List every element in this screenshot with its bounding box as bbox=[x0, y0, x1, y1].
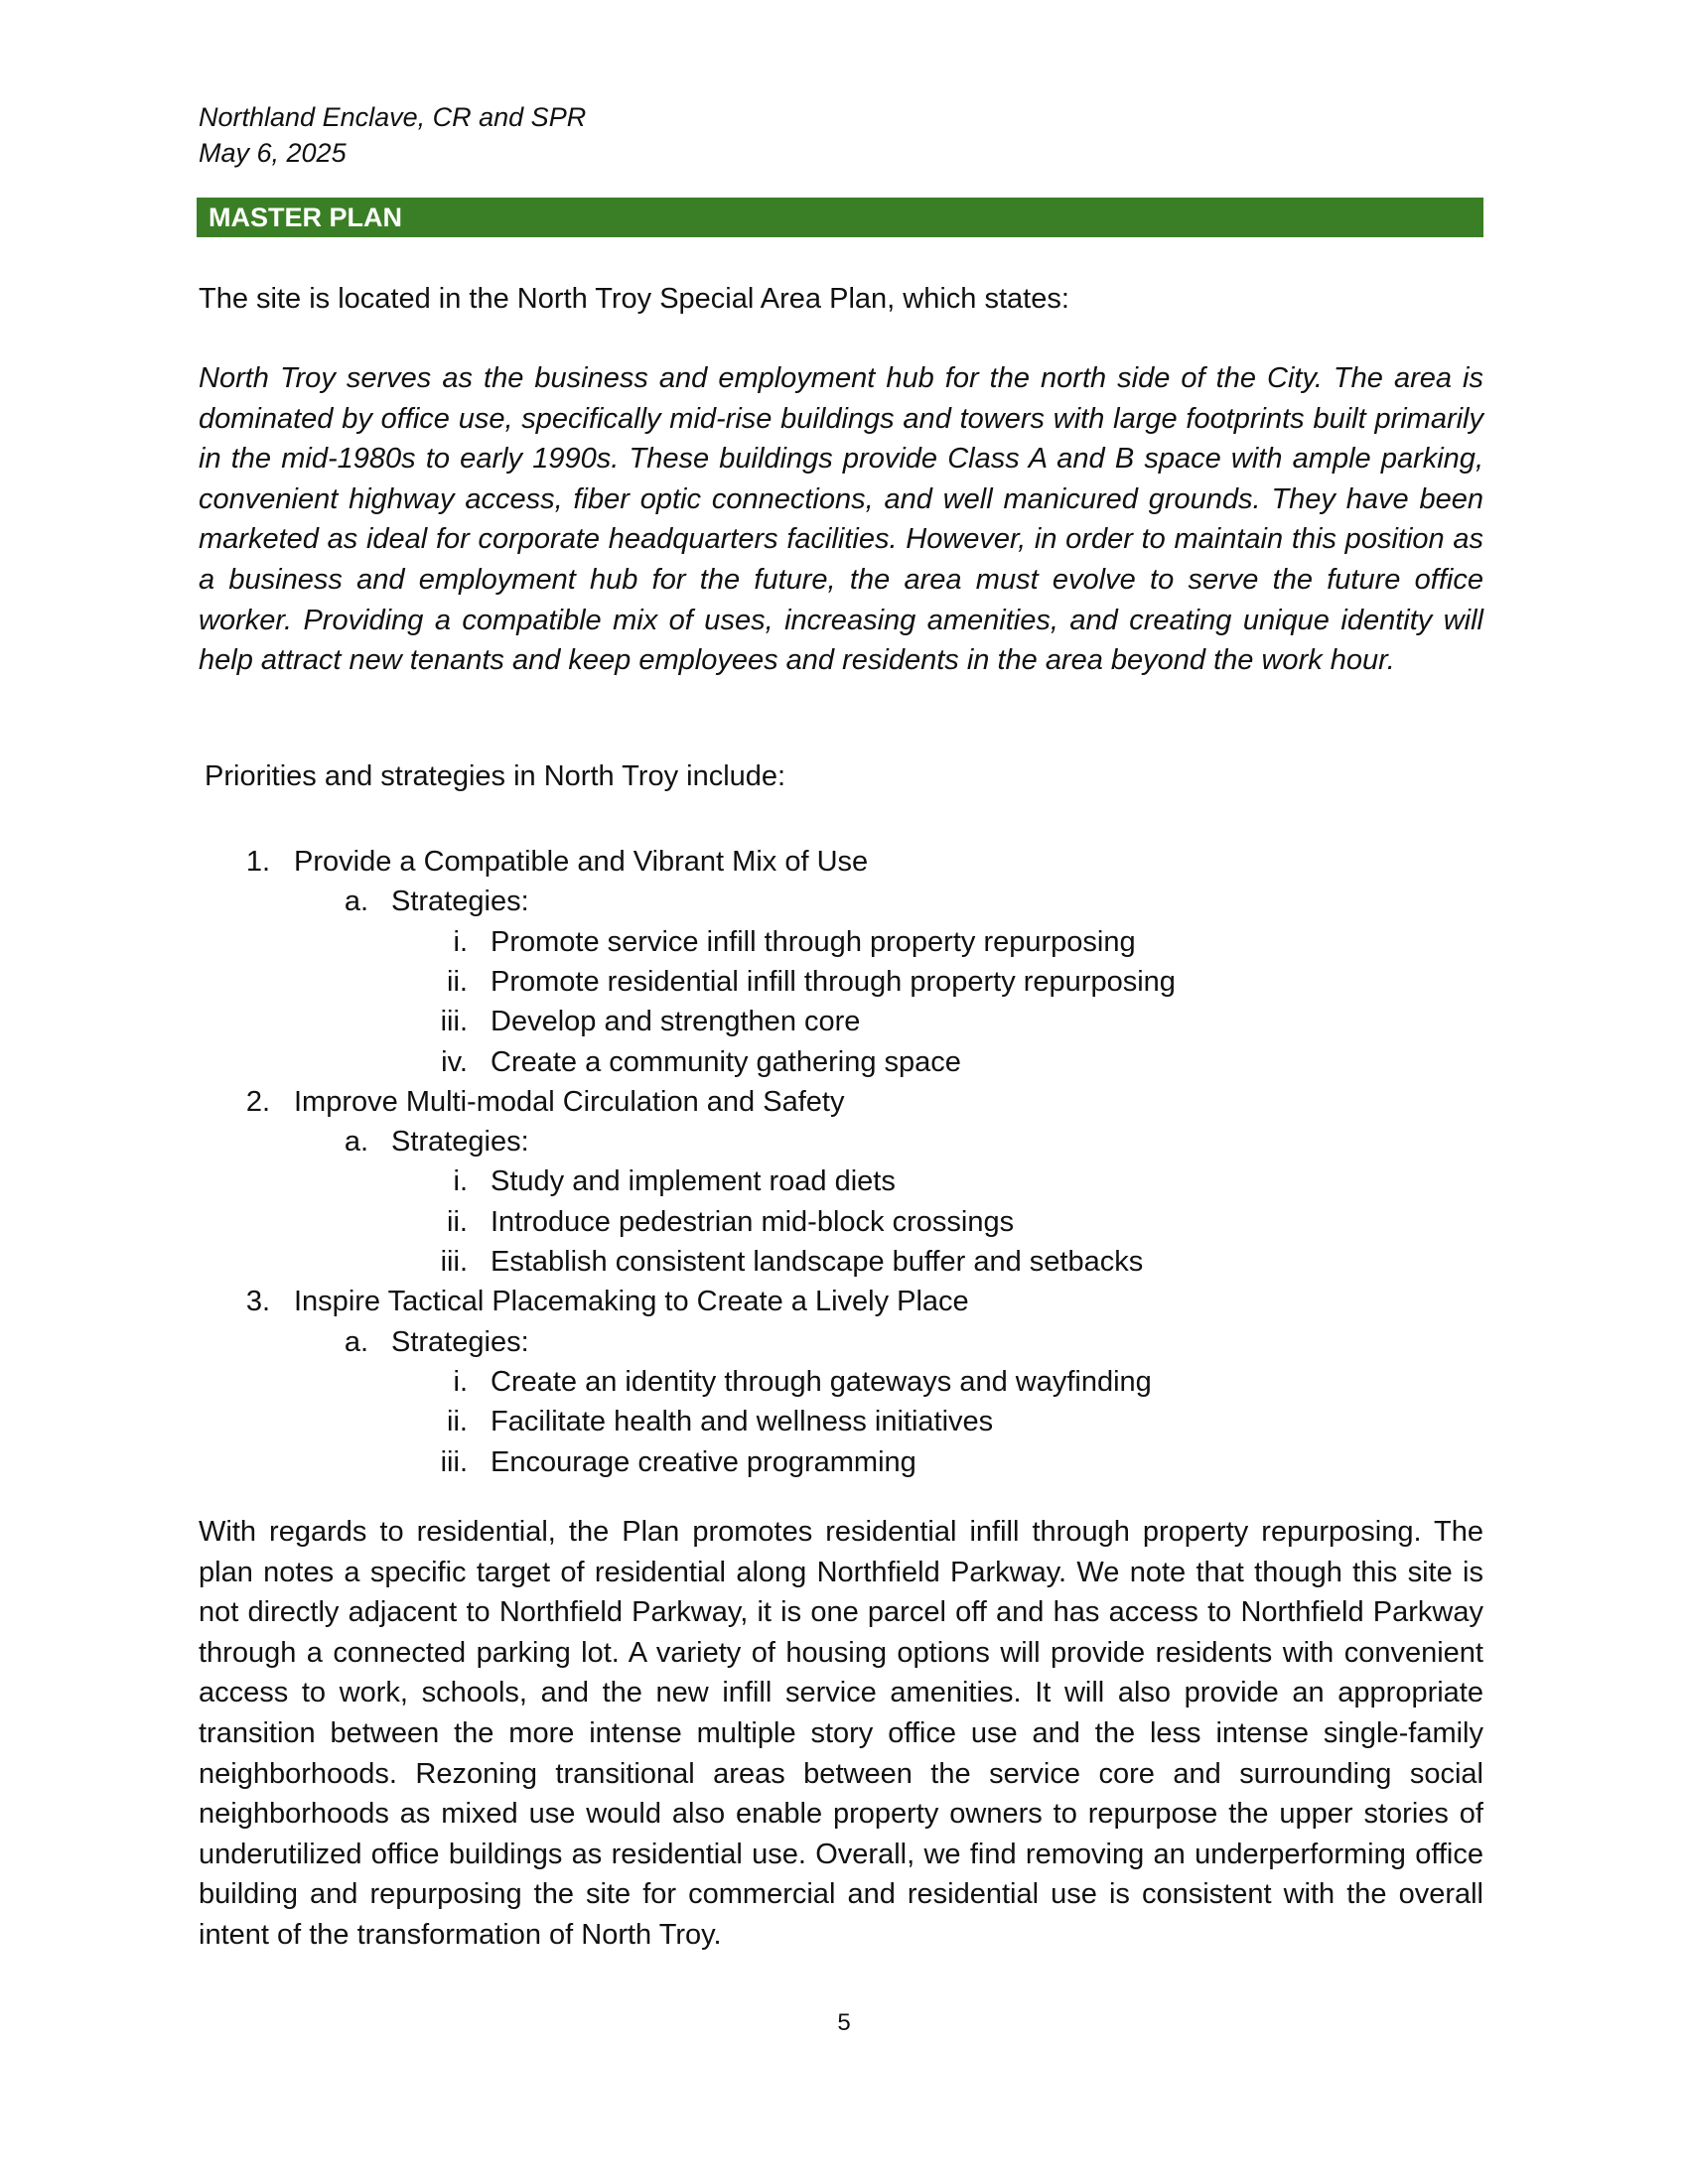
section-title: MASTER PLAN bbox=[209, 203, 402, 232]
strategy-item bbox=[0, 922, 1688, 962]
list-item-text: Study and implement road diets bbox=[491, 1165, 896, 1198]
strategy-item bbox=[0, 1161, 1688, 1201]
list-item-text: Strategies: bbox=[391, 1126, 529, 1159]
list-marker: iii. bbox=[440, 1006, 468, 1038]
list-item-text: Promote service infill through property repurposing bbox=[491, 925, 1136, 958]
list-marker: 3. bbox=[245, 1286, 270, 1318]
strategy-item bbox=[0, 1202, 1688, 1242]
list-item-text: Create a community gathering space bbox=[491, 1045, 961, 1078]
list-marker: i. bbox=[453, 1165, 468, 1198]
intro-paragraph: The site is located in the North Troy Special Area Plan, which states: bbox=[199, 283, 1069, 315]
strategies-subheading bbox=[0, 1322, 1688, 1362]
list-item-text: Inspire Tactical Placemaking to Create a Lively Place bbox=[294, 1286, 969, 1318]
list-item-text: Encourage creative programming bbox=[491, 1445, 916, 1478]
strategy-item bbox=[0, 1042, 1688, 1082]
list-marker: a. bbox=[344, 886, 368, 918]
list-marker: a. bbox=[344, 1325, 368, 1358]
list-marker: iv. bbox=[441, 1045, 468, 1078]
strategies-subheading bbox=[0, 882, 1688, 921]
list-item-text: Improve Multi-modal Circulation and Safety bbox=[294, 1085, 845, 1118]
list-marker: iii. bbox=[440, 1445, 468, 1478]
list-marker: i. bbox=[453, 925, 468, 958]
list-marker: a. bbox=[344, 1126, 368, 1159]
section-heading-bar bbox=[197, 198, 1483, 237]
list-marker: ii. bbox=[447, 1406, 468, 1438]
list-item-text: Establish consistent landscape buffer and setbacks bbox=[491, 1246, 1144, 1278]
strategy-item bbox=[0, 962, 1688, 1002]
plan-quote: North Troy serves as the business and employment hub for the north side of the City. The area is dominated by office use, specifically mid-rise buildings and towers with large footprints built primarily in the mid-1980s to early 1990s. These buildings provide Class A and B space with ample parking, convenient highway access, fiber optic connections, and well manicured grounds. They have been marketed as ideal for corporate headquarters facilities. However, in order to maintain this position as a business and employment hub for the future, the area must evolve to serve the future office worker. Providing a compatible mix of uses, increasing amenities, and creating unique identity will help attract new tenants and keep employees and residents in the area beyond the work hour. bbox=[199, 362, 1483, 677]
list-marker: iii. bbox=[440, 1246, 468, 1278]
list-item-text: Strategies: bbox=[391, 886, 529, 918]
list-marker: 2. bbox=[245, 1085, 270, 1118]
list-item-text: Strategies: bbox=[391, 1325, 529, 1358]
conclusion-paragraph: With regards to residential, the Plan promotes residential infill through property repurposing. The plan notes a specific target of residential along Northfield Parkway. We note that though this site is not directly adjacent to Northfield Parkway, it is one parcel off and has access to Northfield Parkway through a connected parking lot. A variety of housing options will provide residents with convenient access to work, schools, and the new infill service amenities. It will also provide an appropriate transition between the more intense multiple story office use and the less intense single-family neighborhoods. Rezoning transitional areas between the service core and surrounding social neighborhoods as mixed use would also enable property owners to repurpose the upper stories of underutilized office buildings as residential use. Overall, we find removing an underperforming office building and repurposing the site for commercial and residential use is consistent with the overall intent of the transformation of North Troy. bbox=[199, 1516, 1483, 1951]
priority-item bbox=[0, 1282, 1688, 1321]
list-marker: 1. bbox=[245, 846, 270, 878]
page-number: 5 bbox=[837, 2009, 851, 2036]
list-item-text: Promote residential infill through property repurposing bbox=[491, 965, 1176, 998]
strategy-item bbox=[0, 1242, 1688, 1282]
list-marker: i. bbox=[453, 1365, 468, 1398]
priority-item bbox=[0, 1082, 1688, 1122]
list-item-text: Create an identity through gateways and wayfinding bbox=[491, 1365, 1152, 1398]
list-item-text: Provide a Compatible and Vibrant Mix of Use bbox=[294, 846, 869, 878]
header-project-title: Northland Enclave, CR and SPR bbox=[199, 102, 587, 132]
header-date: May 6, 2025 bbox=[199, 138, 347, 168]
priority-item bbox=[0, 842, 1688, 882]
list-item-text: Facilitate health and wellness initiatives bbox=[491, 1406, 994, 1438]
priorities-intro: Priorities and strategies in North Troy include: bbox=[205, 760, 786, 792]
strategy-item bbox=[0, 1002, 1688, 1041]
strategies-subheading bbox=[0, 1122, 1688, 1161]
list-marker: ii. bbox=[447, 1205, 468, 1238]
list-item-text: Introduce pedestrian mid-block crossings bbox=[491, 1205, 1015, 1238]
list-marker: ii. bbox=[447, 965, 468, 998]
list-item-text: Develop and strengthen core bbox=[491, 1006, 861, 1038]
strategy-item bbox=[0, 1402, 1688, 1441]
strategy-item bbox=[0, 1362, 1688, 1402]
strategy-item bbox=[0, 1442, 1688, 1482]
